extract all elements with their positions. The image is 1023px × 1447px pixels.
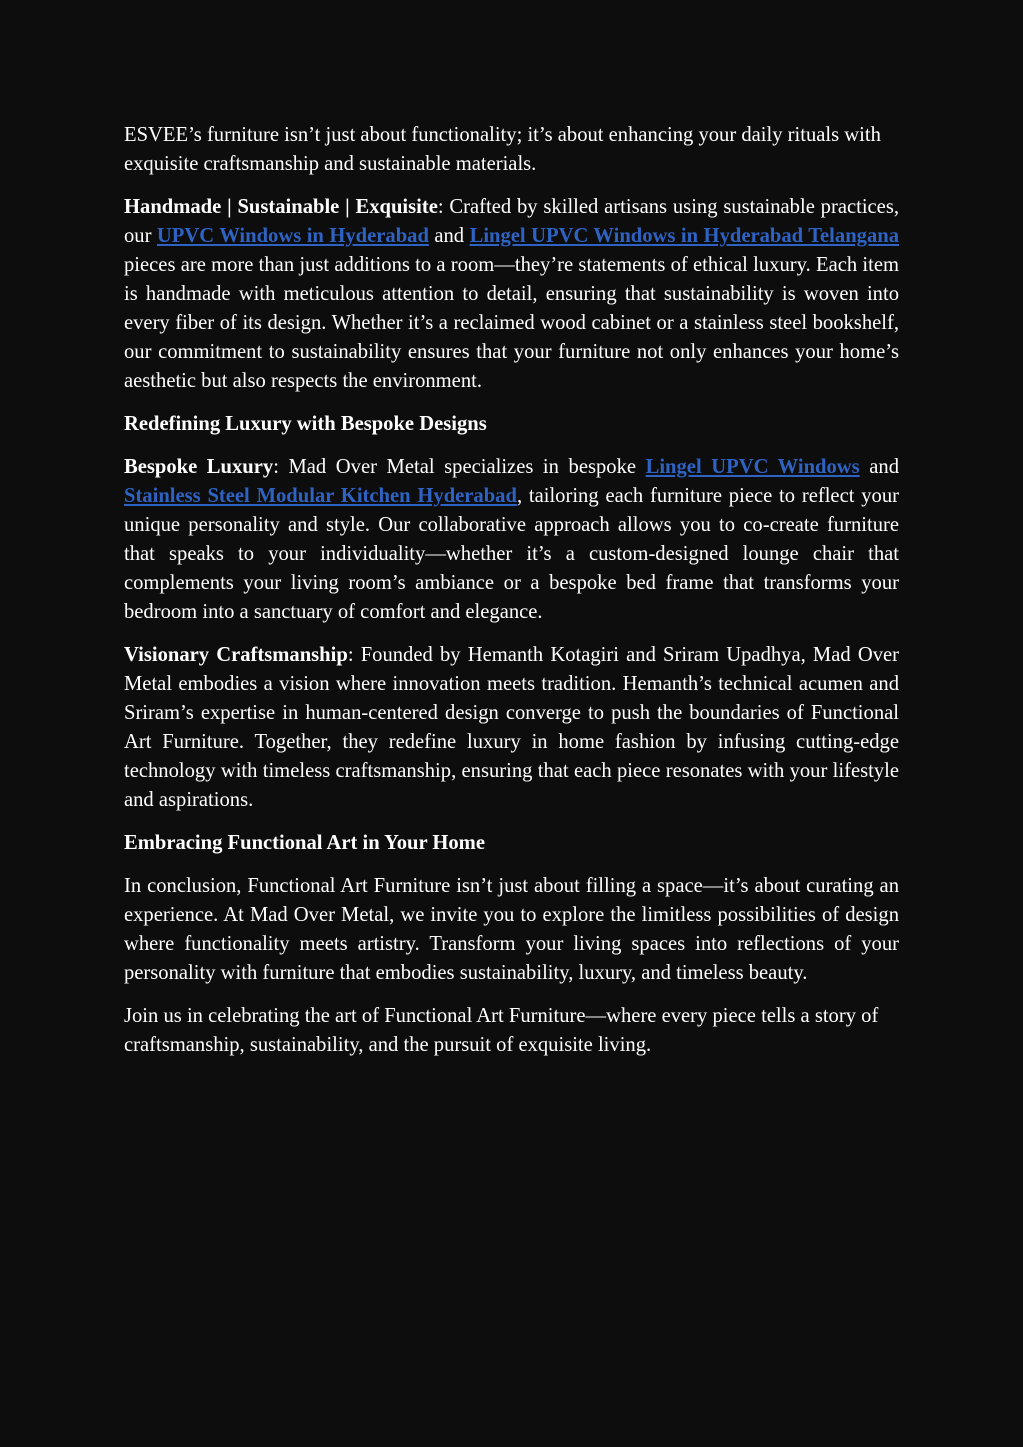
bespoke-paragraph — [124, 453, 899, 627]
handmade-bold-lead: Handmade | Sustainable | Exquisite — [124, 196, 438, 218]
stainless-steel-kitchen-link[interactable]: Stainless Steel Modular Kitchen Hyderabad — [124, 485, 517, 507]
visionary-text: : Founded by Hemanth Kotagiri and Sriram Upadhya, Mad Over Metal embodies a vision where innovation meets tradition. Hemanth’s technical acumen and Sriram’s expertise in human-centered design converge to push the boundaries of Functional Art Furniture. Together, they redefine luxury in home fashion by infusing cutting-edge technology with timeless craftsmanship, ensuring that each piece resonates with your lifestyle and aspirations. — [124, 644, 899, 811]
intro-text: ESVEE’s furniture isn’t just about functionality; it’s about enhancing your daily rituals with exquisite craftsmanship and sustainable materials. — [124, 124, 881, 175]
upvc-windows-hyderabad-link[interactable]: UPVC Windows in Hyderabad — [156, 225, 429, 247]
closing-paragraph — [124, 1002, 899, 1060]
visionary-paragraph — [124, 641, 899, 815]
conclusion-text: In conclusion, Functional Art Furniture isn’t just about filling a space—it’s about curating an experience. At Mad Over Metal, we invite you to explore the limitless possibilities of design where functionality meets artistry. Transform your living spaces into reflections of your personality with furniture that embodies sustainability, luxury, and timeless beauty. — [124, 875, 899, 984]
lingel-upvc-windows-link[interactable]: Lingel UPVC Windows — [645, 456, 860, 478]
closing-text: Join us in celebrating the art of Functional Art Furniture—where every piece tells a story of craftsmanship, sustainability, and the pursuit of exquisite living. — [124, 1005, 879, 1056]
bespoke-text-2: and — [859, 456, 899, 478]
bespoke-text-3: , tailoring each furniture piece to reflect your unique personality and style. Our collaborative approach allows you to co-create furniture that speaks to your individuality—whether it’s a custom-designed lounge chair that complements your living room’s ambiance or a bespoke bed frame that transforms your bedroom into a sanctuary of comfort and elegance. — [124, 485, 899, 623]
handmade-text-2: and — [428, 225, 470, 247]
bespoke-bold-lead: Bespoke Luxury — [124, 456, 274, 478]
bespoke-text-1: : Mad Over Metal specializes in bespoke — [273, 456, 646, 478]
conclusion-paragraph — [124, 872, 899, 988]
section-heading-functional-art: Embracing Functional Art in Your Home — [124, 832, 485, 854]
section-heading-bespoke: Redefining Luxury with Bespoke Designs — [124, 413, 487, 435]
intro-paragraph — [124, 121, 899, 179]
lingel-upvc-windows-telangana-link[interactable]: Lingel UPVC Windows in Hyderabad Telangana — [469, 225, 899, 247]
visionary-bold-lead: Visionary Craftsmanship — [124, 644, 348, 666]
handmade-paragraph — [124, 193, 899, 396]
handmade-text-3: pieces are more than just additions to a room—they’re statements of ethical luxury. Each item is handmade with meticulous attention to detail, ensuring that sustainability is woven into every fiber of its design. Whether it’s a reclaimed wood cabinet or a stainless steel bookshelf, our commitment to sustainability ensures that your furniture not only enhances your home’s aesthetic but also respects the environment. — [124, 254, 899, 392]
document-body — [124, 121, 899, 1074]
handmade-text-1: : Crafted by skilled artisans using sustainable practices, our — [124, 196, 899, 247]
